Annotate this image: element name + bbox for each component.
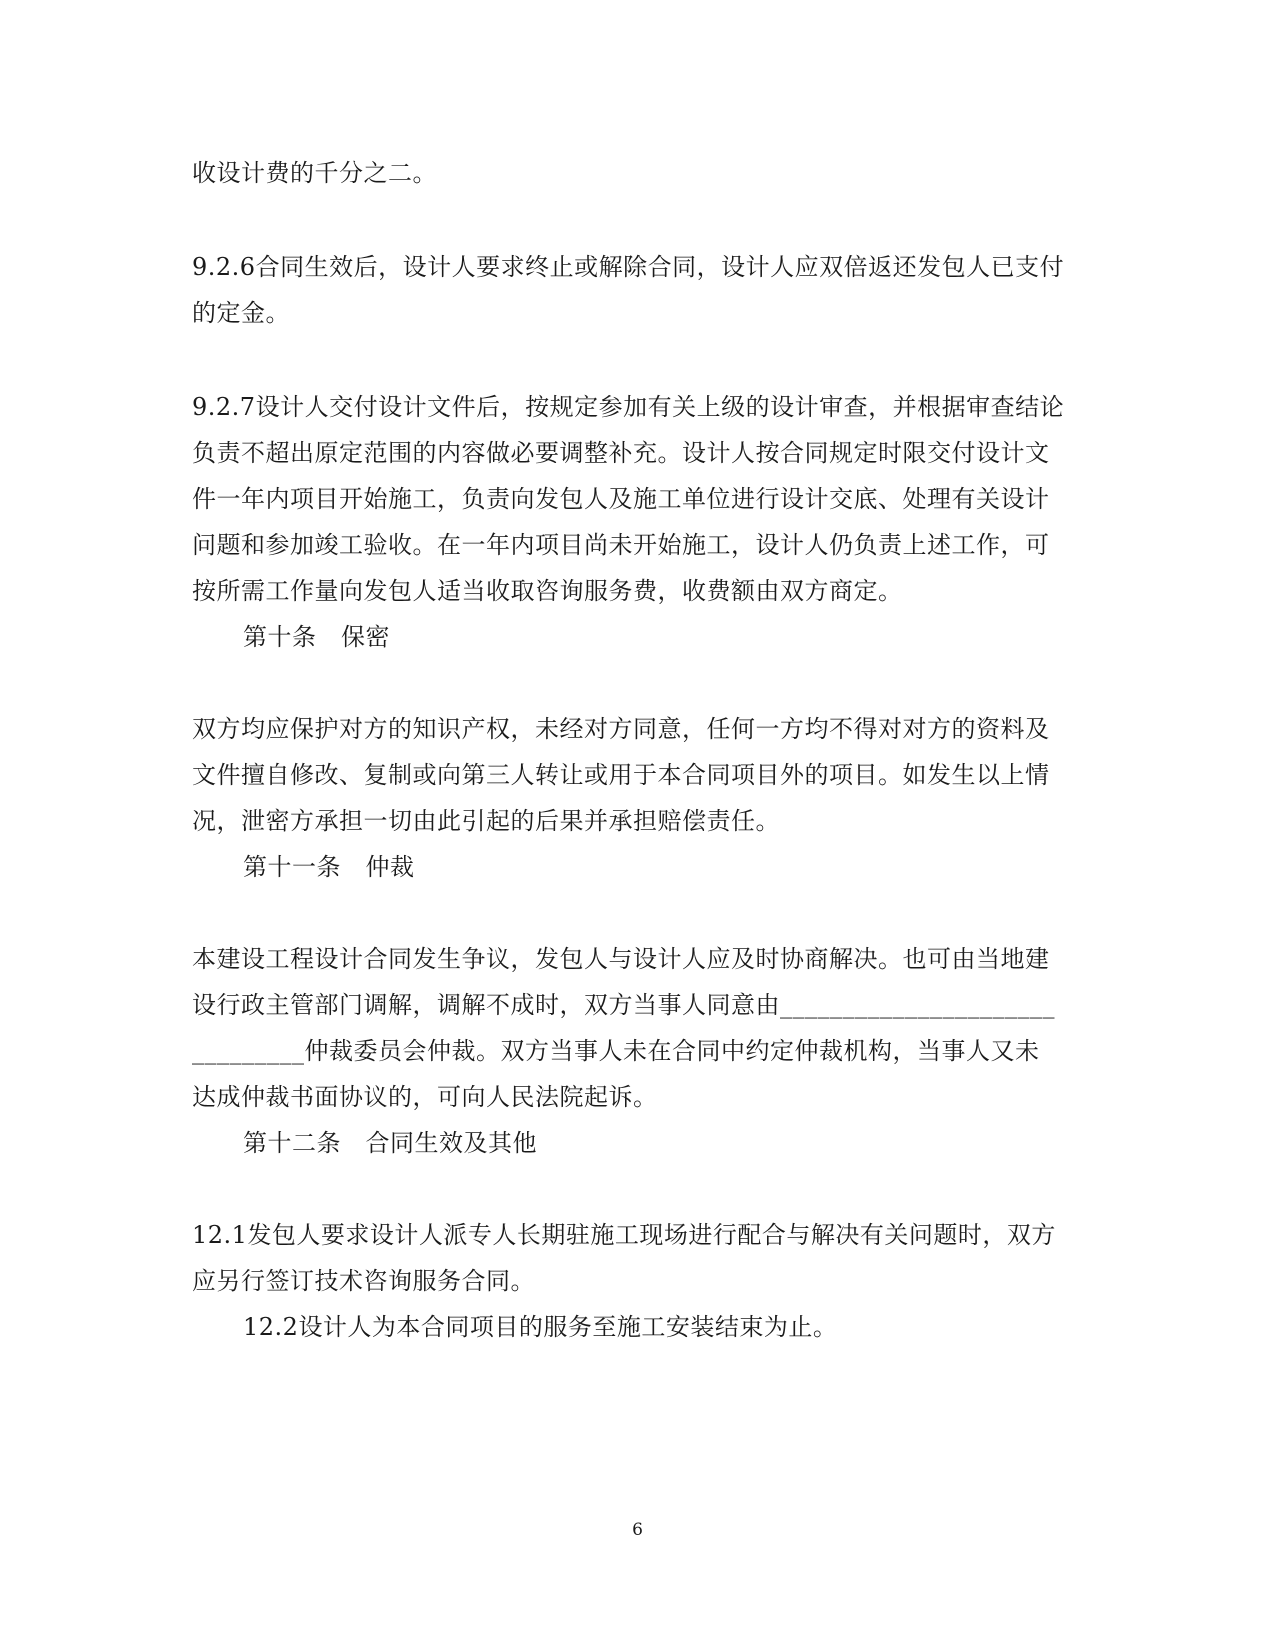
paragraph-line: 况，泄密方承担一切由此引起的后果并承担赔偿责任。: [192, 807, 780, 835]
paragraph-line: 9.2.7设计人交付设计文件后，按规定参加有关上级的设计审查，并根据审查结论: [192, 393, 1065, 421]
paragraph-line: 应另行签订技术咨询服务合同。: [192, 1267, 535, 1295]
paragraph-line: 12.2设计人为本合同项目的服务至施工安装结束为止。: [243, 1313, 838, 1341]
paragraph-line: 收设计费的千分之二。: [192, 159, 437, 187]
paragraph-line: 9.2.6合同生效后，设计人要求终止或解除合同，设计人应双倍返还发包人已支付: [192, 253, 1065, 281]
paragraph-line: 双方均应保护对方的知识产权，未经对方同意，任何一方均不得对对方的资料及: [192, 715, 1050, 743]
paragraph-line: 本建设工程设计合同发生争议，发包人与设计人应及时协商解决。也可由当地建: [192, 945, 1050, 973]
paragraph-line: 文件擅自修改、复制或向第三人转让或用于本合同项目外的项目。如发生以上情: [192, 761, 1050, 789]
paragraph-line: 问题和参加竣工验收。在一年内项目尚未开始施工，设计人仍负责上述工作，可: [192, 531, 1050, 559]
section-heading: 第十条 保密: [243, 623, 390, 651]
paragraph-line: 设行政主管部门调解，调解不成时，双方当事人同意由______________________: [192, 991, 1055, 1019]
page-number: 6: [632, 1520, 643, 1540]
paragraph-line: 的定金。: [192, 299, 290, 327]
paragraph-line: 按所需工作量向发包人适当收取咨询服务费，收费额由双方商定。: [192, 577, 903, 605]
section-heading: 第十二条 合同生效及其他: [243, 1129, 537, 1157]
paragraph-line: 达成仲裁书面协议的，可向人民法院起诉。: [192, 1083, 658, 1111]
paragraph-line: _________仲裁委员会仲裁。双方当事人未在合同中约定仲裁机构，当事人又未: [192, 1037, 1040, 1065]
section-heading: 第十一条 仲裁: [243, 853, 415, 881]
paragraph-line: 件一年内项目开始施工，负责向发包人及施工单位进行设计交底、处理有关设计: [192, 485, 1050, 513]
paragraph-line: 12.1发包人要求设计人派专人长期驻施工现场进行配合与解决有关问题时，双方: [192, 1221, 1056, 1249]
paragraph-line: 负责不超出原定范围的内容做必要调整补充。设计人按合同规定时限交付设计文: [192, 439, 1050, 467]
